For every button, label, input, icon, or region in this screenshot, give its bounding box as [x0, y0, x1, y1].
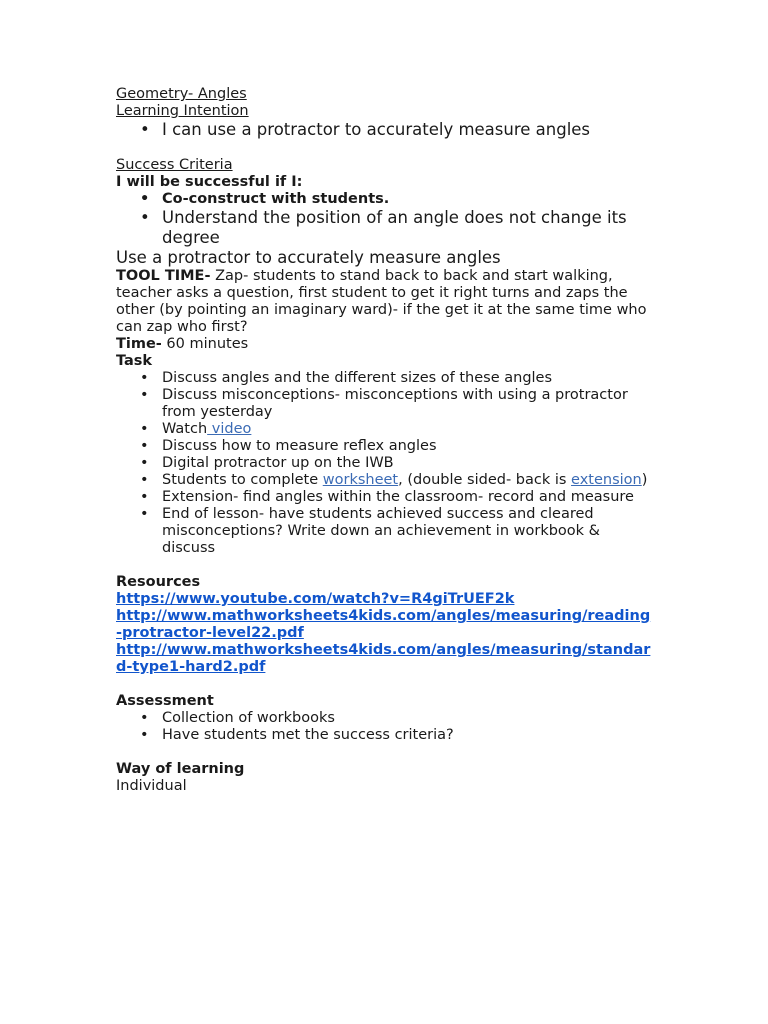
- list-item: • Collection of workbooks: [140, 710, 335, 726]
- extension-link[interactable]: extension: [571, 472, 642, 488]
- success-criteria-list: [116, 191, 656, 248]
- task-list: [116, 370, 656, 557]
- bullet-icon: •: [140, 472, 149, 488]
- list-item: • Digital protractor up on the IWB: [140, 455, 394, 471]
- bullet-icon: •: [140, 387, 149, 403]
- list-item: • End of lesson- have students achieved success and cleared misconceptions? Write down an achievement in workbook & discuss: [140, 506, 600, 556]
- bullet-icon: •: [140, 370, 149, 386]
- list-item: • Extension- find angles within the classroom- record and measure: [140, 489, 634, 505]
- bullet-icon: •: [140, 438, 149, 454]
- bullet-icon: •: [140, 191, 150, 207]
- list-item: • Have students met the success criteria?: [140, 727, 454, 743]
- list-item-text: Co-construct with students.: [162, 191, 390, 207]
- tool-time-paragraph: [116, 268, 656, 336]
- success-criteria-heading: Success Criteria: [116, 157, 233, 173]
- list-item-text: I can use a protractor to accurately measure angles: [162, 120, 591, 139]
- list-item: • Discuss misconceptions- misconceptions with using a protractor from yesterday: [140, 387, 628, 420]
- bullet-icon: •: [140, 120, 150, 139]
- list-item: • Students to complete worksheet, (double sided- back is extension): [140, 472, 648, 488]
- time-value: 60 minutes: [161, 336, 249, 352]
- reading-protractor-link[interactable]: http://www.mathworksheets4kids.com/angles/measuring/reading-protractor-level22.pdf: [116, 608, 651, 641]
- success-criteria-extra: Use a protractor to accurately measure angles: [116, 248, 501, 267]
- standard-type-link[interactable]: http://www.mathworksheets4kids.com/angles/measuring/standard-type1-hard2.pdf: [116, 642, 651, 675]
- worksheet-link[interactable]: worksheet: [322, 472, 399, 488]
- task-heading: Task: [116, 353, 153, 369]
- learning-intention-heading: Learning Intention: [116, 103, 249, 119]
- tool-time-label: TOOL TIME-: [116, 268, 211, 284]
- resources-heading: Resources: [116, 574, 201, 590]
- success-criteria-intro: I will be successful if I:: [116, 174, 303, 190]
- list-item: [116, 120, 656, 140]
- video-link[interactable]: video: [207, 421, 252, 437]
- list-item: • Watch video: [140, 421, 252, 437]
- bullet-icon: •: [140, 506, 149, 522]
- list-item: • Discuss how to measure reflex angles: [140, 438, 437, 454]
- bullet-icon: •: [140, 455, 149, 471]
- list-item: [116, 191, 656, 208]
- way-of-learning-heading: Way of learning: [116, 761, 245, 777]
- youtube-link[interactable]: https://www.youtube.com/watch?v=R4giTrUEF2k: [116, 591, 515, 607]
- assessment-heading: Assessment: [116, 693, 214, 709]
- time-line: [116, 336, 656, 353]
- time-label: Time-: [116, 336, 162, 352]
- lesson-plan-page: [116, 86, 656, 795]
- bullet-icon: •: [140, 710, 149, 726]
- page-title: Geometry- Angles: [116, 86, 247, 102]
- learning-intention-list: [116, 120, 656, 140]
- assessment-list: [116, 710, 656, 744]
- bullet-icon: •: [140, 208, 150, 227]
- bullet-icon: •: [140, 489, 149, 505]
- way-of-learning-value: Individual: [116, 778, 187, 794]
- list-item: [116, 208, 656, 248]
- list-item-text: Understand the position of an angle does not change its degree: [162, 208, 627, 247]
- list-item: • Discuss angles and the different sizes of these angles: [140, 370, 553, 386]
- bullet-icon: •: [140, 421, 149, 437]
- tool-time-text: Zap- students to stand back to back and start walking, teacher asks a question, first student to get it right turns and zaps the other (by pointing an imaginary ward)- if the get it at the same time who can zap who first?: [116, 268, 647, 335]
- bullet-icon: •: [140, 727, 149, 743]
